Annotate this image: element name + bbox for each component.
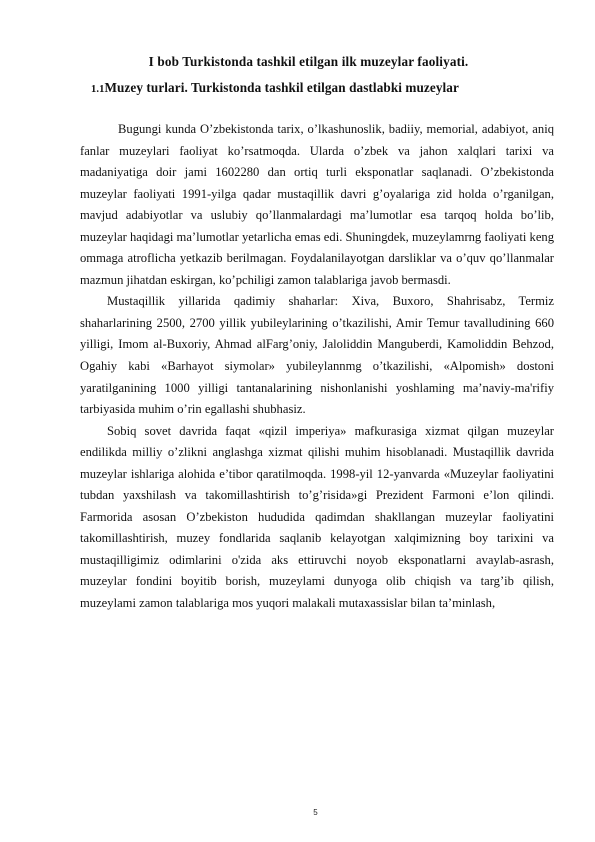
- body-text: [80, 119, 554, 615]
- page-number: 5: [313, 808, 318, 817]
- paragraph: Bugungi kunda O’zbekistonda tarix, o’lkashunoslik, badiiy, memorial, adabiyot, aniq fanlar muzeylari faoliyat ko’rsatmoqda. Ularda o’zbek va jahon xalqlari tarixi va madaniyatiga doir jami 1602280 dan ortiq turli eksponatlar saqlanadi. O’zbekistonda muzeylar faoliyati 1991-yilga qadar mustaqillik davri g’oyalariga zid holda o’rganilgan, mavjud adabiyotlar va uslubiy qo’llanmalardagi ma’lumotlar esa tarqoq holda bo’lib, muzeylar haqidagi ma’lumotlar yetarlicha emas edi. Shuningdek, muzeylamrng faoliyati keng ommaga atroflicha yetkazib berilmagan. Foydalanilayotgan darsliklar va o’quv qo’llanmalar mazmun jihatdan eskirgan, ko’pchiligi zamon talablariga javob bermasdi.: [80, 122, 554, 287]
- chapter-title: I bob Turkistonda tashkil etilgan ilk muzeylar faoliyati.: [148, 54, 469, 69]
- section-title: [91, 80, 459, 96]
- section-title-text: Muzey turlari. Turkistonda tashkil etilgan dastlabki muzeylar: [104, 80, 459, 95]
- paragraph: Sobiq sovet davrida faqat «qizil imperiya» mafkurasiga xizmat qilgan muzeylar endilikda milliy o’zlikni anglashga xizmat qilishi muhim hisoblanadi. Mustaqillik davrida muzeylar ishlariga alohida e’tibor qaratilmoqda. 1998-yil 12-yanvarda «Muzeylar faoliyatini tubdan yaxshilash va takomillashtirish to’g’risida»gi Prezident Farmoni e’lon qilindi. Farmorida asosan O’zbekiston hududida qadimdan shakllangan muzeylar faoliyatini takomillashtirish, muzey fondlarida saqlanib kelayotgan xalqimizning boy tarixini va mustaqilligimiz odimlarini o'zida aks ettiruvchi noyob eksponatlarni avaylab-asrash, muzeylar fondini boyitib borish, muzeylami dunyoga olib chiqish va targ’ib qilish, muzeylami zamon talablariga mos yuqori malakali mutaxassislar bilan ta’minlash,: [80, 423, 554, 611]
- paragraph: Mustaqillik yillarida qadimiy shaharlar: Xiva, Buxoro, Shahrisabz, Termiz shaharlarining 2500, 2700 yillik yubileylarining o’tkazilishi, Amir Temur tavalludining 660 yilligi, Imom al-Buxoriy, Ahmad alFarg’oniy, Jaloliddin Manguberdi, Kamoliddin Behzod, Ogahiy kabi «Barhayot siymolar» yubileylannmg o’tkazilishi, «Alpomish» dostoni yaratilganining 1000 yilligi tantanalarining nishonlanishi yoshlaming ma’naviy-ma'rifiy tarbiyasida muhim o’rin egallashi shubhasiz.: [80, 294, 554, 417]
- section-number: 1.1: [91, 84, 105, 95]
